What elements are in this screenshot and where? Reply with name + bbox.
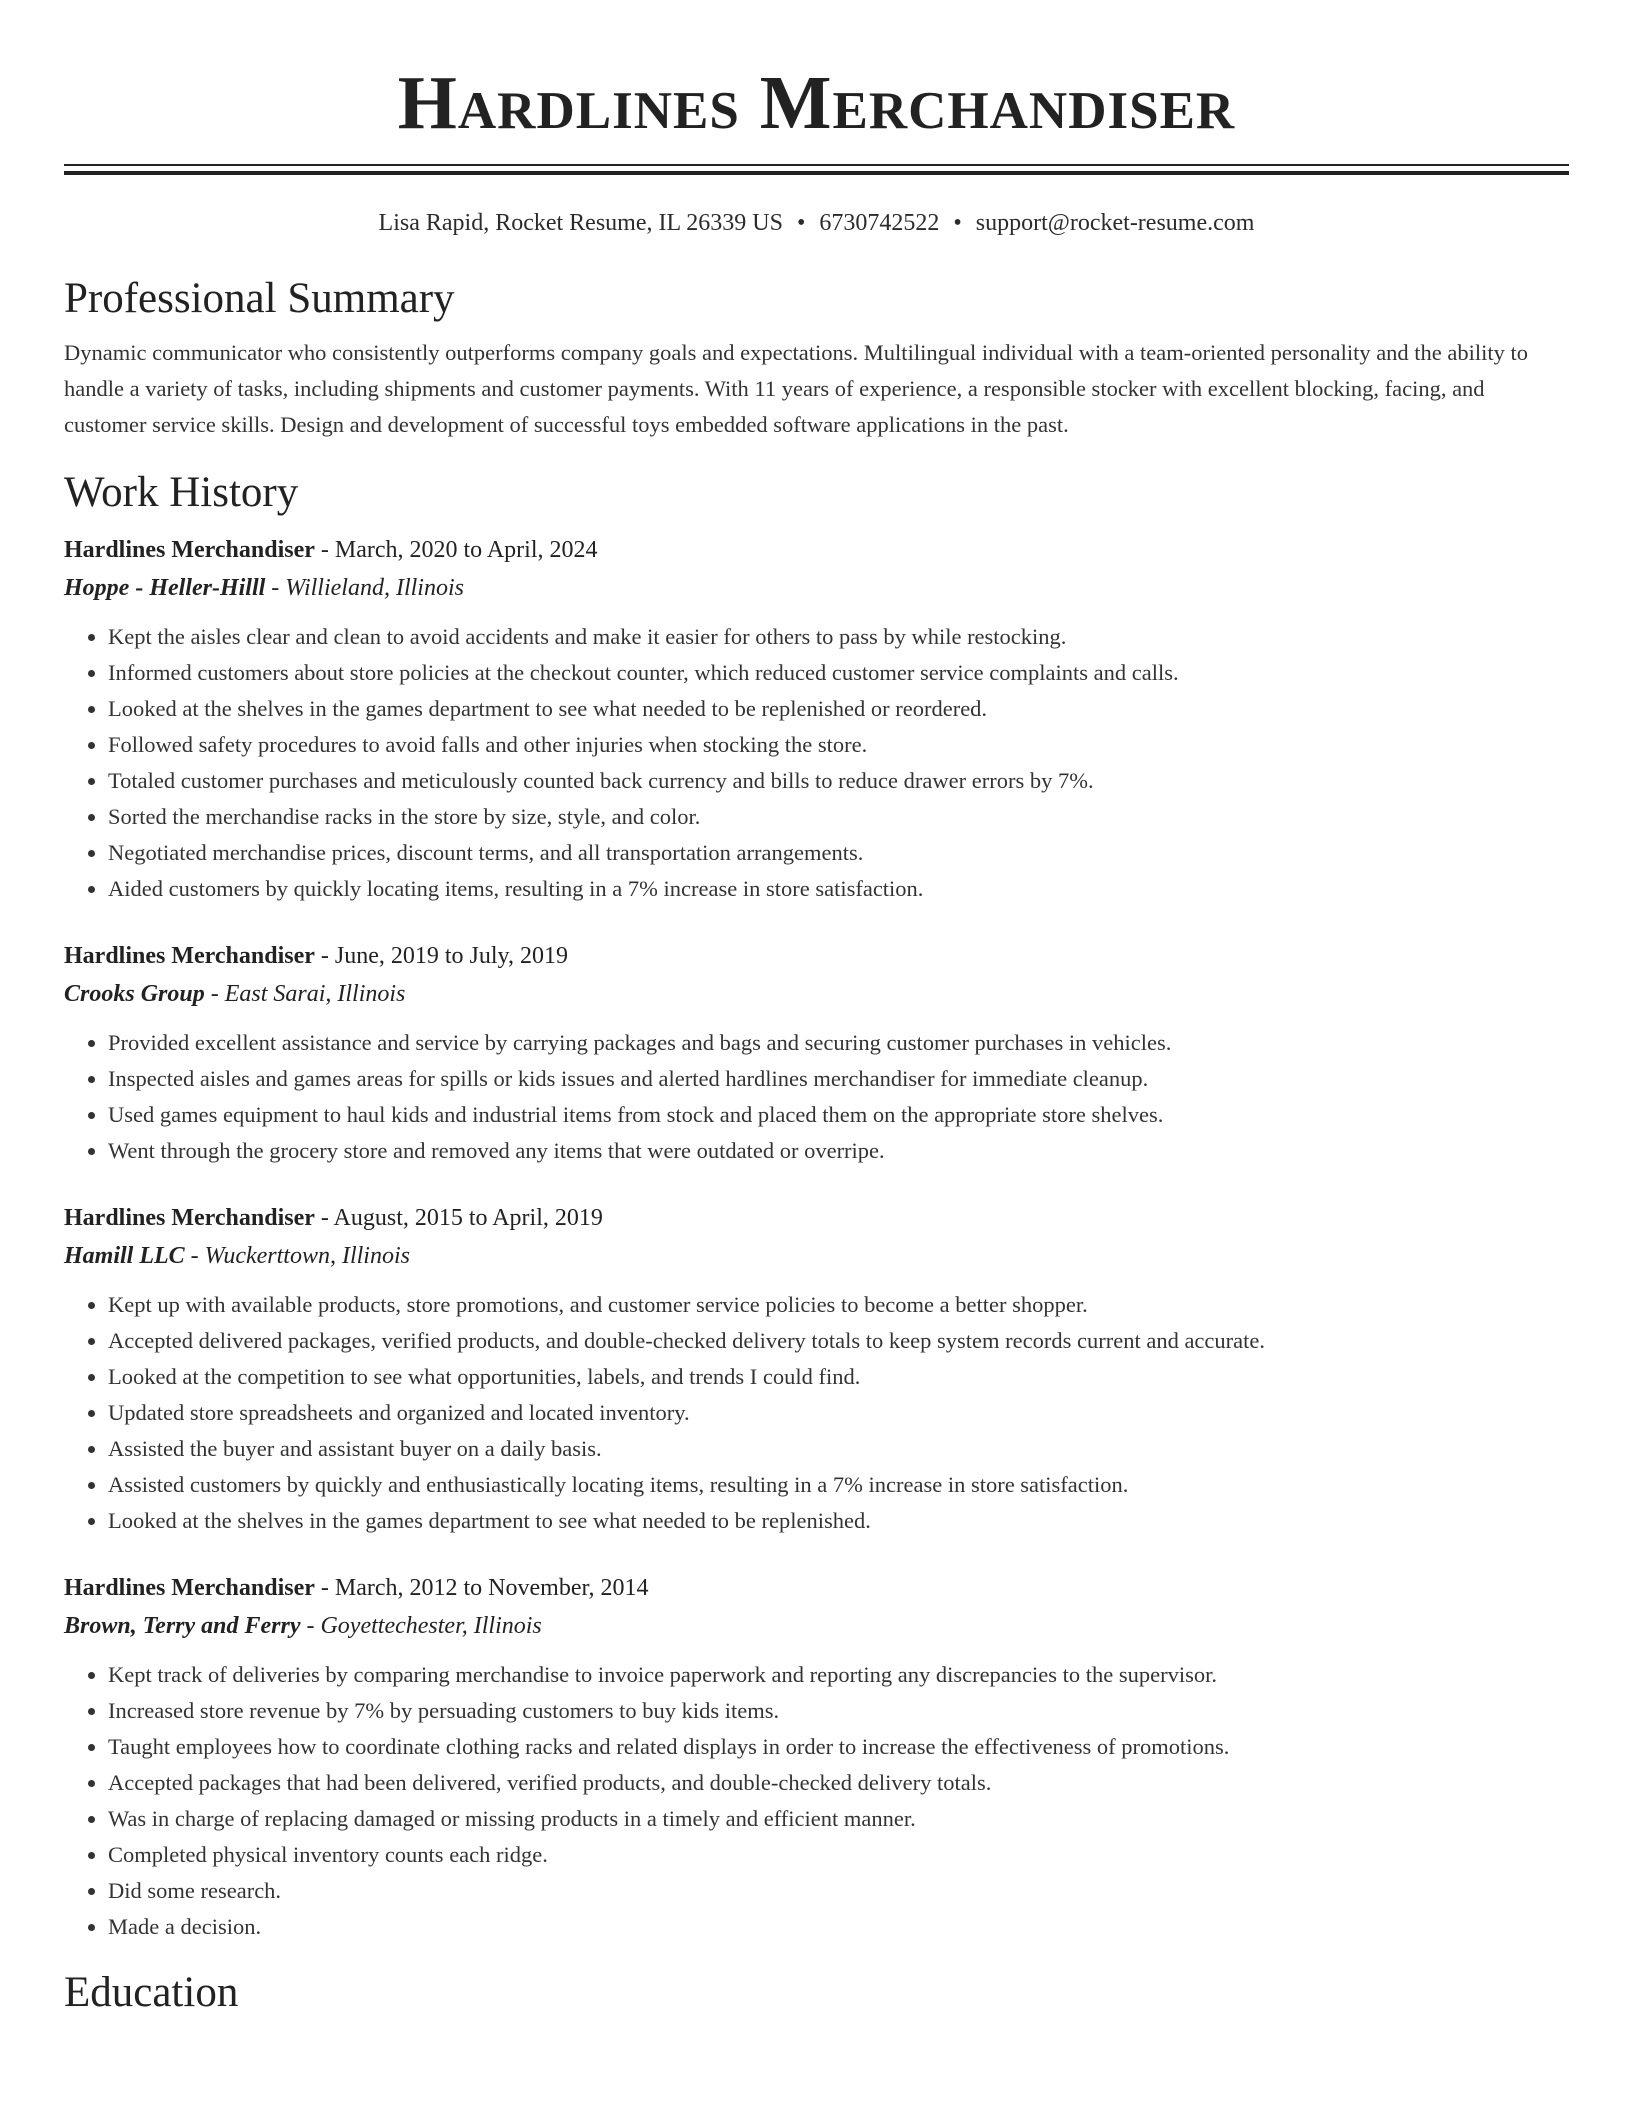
duty-item: • Informed customers about store policies at the checkout counter, which reduced customer service complaints and calls. (108, 655, 1569, 691)
job-dates: - March, 2012 to November, 2014 (314, 1575, 649, 1601)
job-title: Hardlines Merchandiser (64, 943, 315, 969)
duty-item: • Completed physical inventory counts each ridge. (108, 1837, 1569, 1873)
employer-name: Brown, Terry and Ferry (64, 1613, 301, 1639)
duty-item: • Assisted the buyer and assistant buyer on a daily basis. (108, 1431, 1569, 1467)
job-entry (64, 531, 1569, 907)
employer-line (64, 569, 1569, 607)
employer-line (64, 975, 1569, 1013)
duty-item: • Assisted customers by quickly and enthusiastically locating items, resulting in a 7% increase in store satisfaction. (108, 1467, 1569, 1503)
contact-line (64, 207, 1569, 239)
employer-location: - Willieland, Illinois (265, 575, 464, 601)
duty-item: • Kept up with available products, store promotions, and customer service policies to become a better shopper. (108, 1287, 1569, 1323)
employer-line (64, 1237, 1569, 1275)
duties-list (64, 1287, 1569, 1539)
job-title: Hardlines Merchandiser (64, 537, 315, 563)
duty-item: • Increased store revenue by 7% by persuading customers to buy kids items. (108, 1693, 1569, 1729)
work-history-heading: Work History (64, 469, 299, 516)
job-title-line (64, 937, 1569, 975)
duty-item: • Made a decision. (108, 1909, 1569, 1945)
employer-name: Crooks Group (64, 981, 205, 1007)
duty-item: • Totaled customer purchases and meticulously counted back currency and bills to reduce drawer errors by 7%. (108, 763, 1569, 799)
duty-item: • Went through the grocery store and removed any items that were outdated or overripe. (108, 1133, 1569, 1169)
duty-item: • Looked at the shelves in the games department to see what needed to be replenished. (108, 1503, 1569, 1539)
job-entry (64, 937, 1569, 1169)
work-history-list (64, 531, 1569, 1945)
duties-list (64, 619, 1569, 907)
job-title-line (64, 531, 1569, 569)
contact-separator: • (953, 210, 962, 236)
duty-item: • Negotiated merchandise prices, discount terms, and all transportation arrangements. (108, 835, 1569, 871)
duty-item: • Looked at the competition to see what opportunities, labels, and trends I could find. (108, 1359, 1569, 1395)
contact-phone[interactable]: 6730742522 (819, 210, 940, 236)
duty-item: • Followed safety procedures to avoid falls and other injuries when stocking the store. (108, 727, 1569, 763)
job-title: Hardlines Merchandiser (64, 1575, 315, 1601)
employer-location: - Wuckerttown, Illinois (184, 1243, 410, 1269)
summary-heading: Professional Summary (64, 275, 455, 322)
job-title-line (64, 1199, 1569, 1237)
job-dates: - March, 2020 to April, 2024 (314, 537, 598, 563)
duty-item: • Used games equipment to haul kids and industrial items from stock and placed them on the appropriate store shelves. (108, 1097, 1569, 1133)
employer-location: - East Sarai, Illinois (204, 981, 406, 1007)
contact-separator: • (796, 210, 806, 236)
duty-item: • Did some research. (108, 1873, 1569, 1909)
job-entry (64, 1569, 1569, 1945)
job-entry (64, 1199, 1569, 1539)
duty-item: • Kept track of deliveries by comparing merchandise to invoice paperwork and reporting any discrepancies to the supervisor. (108, 1657, 1569, 1693)
contact-email[interactable]: support@rocket-resume.com (975, 210, 1255, 236)
employer-location: - Goyettechester, Illinois (300, 1613, 542, 1639)
job-dates: - August, 2015 to April, 2019 (314, 1205, 603, 1231)
duty-item: • Was in charge of replacing damaged or missing products in a timely and efficient manner. (108, 1801, 1569, 1837)
employer-name: Hamill LLC (64, 1243, 185, 1269)
employer-line (64, 1607, 1569, 1645)
duty-item: • Kept the aisles clear and clean to avoid accidents and make it easier for others to pass by while restocking. (108, 619, 1569, 655)
duty-item: • Updated store spreadsheets and organized and located inventory. (108, 1395, 1569, 1431)
duty-item: • Inspected aisles and games areas for spills or kids issues and alerted hardlines merchandiser for immediate cleanup. (108, 1061, 1569, 1097)
duty-item: • Sorted the merchandise racks in the store by size, style, and color. (108, 799, 1569, 835)
duty-item: • Accepted packages that had been delivered, verified products, and double-checked delivery totals. (108, 1765, 1569, 1801)
education-heading: Education (64, 1969, 239, 2016)
duty-item: • Provided excellent assistance and service by carrying packages and bags and securing customer purchases in vehicles. (108, 1025, 1569, 1061)
duty-item: • Aided customers by quickly locating items, resulting in a 7% increase in store satisfaction. (108, 871, 1569, 907)
employer-name: Hoppe - Heller-Hilll (64, 575, 266, 601)
duties-list (64, 1657, 1569, 1945)
duties-list (64, 1025, 1569, 1169)
duty-item: • Taught employees how to coordinate clothing racks and related displays in order to increase the effectiveness of promotions. (108, 1729, 1569, 1765)
job-title-line (64, 1569, 1569, 1607)
duty-item: • Accepted delivered packages, verified products, and double-checked delivery totals to keep system records current and accurate. (108, 1323, 1569, 1359)
resume-page (64, 0, 1569, 2019)
duty-item: • Looked at the shelves in the games department to see what needed to be replenished or reordered. (108, 691, 1569, 727)
summary-text: Dynamic communicator who consistently outperforms company goals and expectations. Multilingual individual with a team-oriented personality and the ability to handle a variety of tasks, including shipments and customer payments. With 11 years of experience, a responsible stocker with excellent blocking, facing, and customer service skills. Design and development of successful toys embedded software applications in the past. (64, 340, 1529, 437)
title-divider-thick (64, 171, 1569, 175)
job-dates: - June, 2019 to July, 2019 (314, 943, 568, 969)
title-divider-thin (64, 164, 1569, 166)
job-title: Hardlines Merchandiser (64, 1205, 315, 1231)
contact-address: Lisa Rapid, Rocket Resume, IL 26339 US (378, 210, 783, 236)
resume-title: Hardlines Merchandiser (397, 61, 1236, 145)
